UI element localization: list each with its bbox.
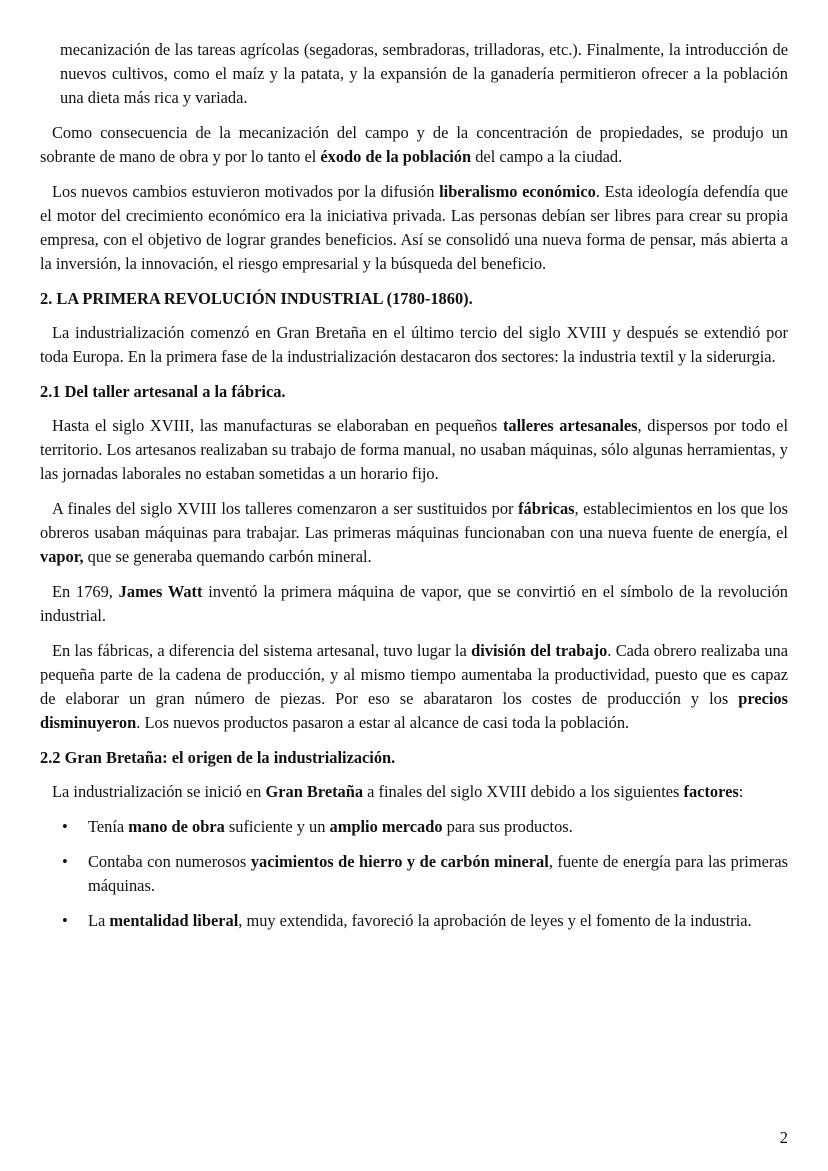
paragraph-liberalism bbox=[40, 180, 788, 276]
bullet-icon: • bbox=[62, 817, 68, 836]
bold-term: mano de obra bbox=[128, 817, 225, 836]
paragraph-text: inventó la primera máquina de vapor, que se convirtió en el símbolo de la revolución industrial. bbox=[40, 582, 788, 625]
list-item bbox=[62, 850, 788, 898]
paragraph-text: Los nuevos cambios estuvieron motivados por la difusión bbox=[52, 182, 440, 201]
list-item-text: Contaba con numerosos bbox=[88, 852, 251, 871]
bold-term: factores bbox=[683, 782, 739, 801]
paragraph-text: , establecimientos en los que los obreros usaban máquinas para trabajar. Las primeras máquinas funcionaban con una nueva fuente de energía, el bbox=[40, 499, 789, 542]
list-item-text: , muy extendida, favoreció la aprobación de leyes y el fomento de la industria. bbox=[238, 911, 752, 930]
paragraph-text: mecanización de las tareas agrícolas (segadoras, sembradoras, trilladoras, etc.). Finalmente, la introducción de nuevos cultivos, como el maíz y la patata, y la expansión de la ganadería permitieron ofrecer a la población una dieta más rica y variada. bbox=[60, 40, 788, 107]
paragraph-text: La industrialización comenzó en Gran Bretaña en el último tercio del siglo XVIII y después se extendió por toda Europa. En la primera fase de la industrialización destacaron dos sectores: la industria textil y la siderurgia. bbox=[40, 323, 788, 366]
subsection-heading-workshop-to-factory: 2.1 Del taller artesanal a la fábrica. bbox=[40, 382, 286, 401]
bullet-icon: • bbox=[62, 911, 68, 930]
subsection-heading-great-britain: 2.2 Gran Bretaña: el origen de la industrialización. bbox=[40, 748, 396, 767]
paragraph-text: Hasta el siglo XVIII, las manufacturas se elaboraban en pequeños bbox=[52, 416, 503, 435]
bold-term: mentalidad liberal bbox=[109, 911, 239, 930]
paragraph-text: La industrialización se inició en bbox=[52, 782, 266, 801]
list-item-text: Tenía bbox=[88, 817, 129, 836]
list-item-text: La bbox=[88, 911, 110, 930]
paragraph-text: del campo a la ciudad. bbox=[471, 147, 623, 166]
section-heading-first-industrial-revolution: 2. LA PRIMERA REVOLUCIÓN INDUSTRIAL (1780-1860). bbox=[40, 289, 473, 308]
paragraph-text: , dispersos por todo el territorio. Los artesanos realizaban su trabajo de forma manual, no usaban máquinas, sólo algunas herramientas, y las jornadas laborales no estaban sometidas a un horario fijo. bbox=[40, 416, 789, 483]
paragraph-division-of-labor bbox=[40, 639, 788, 735]
paragraph-artisan-workshops bbox=[40, 414, 788, 486]
paragraph-text: . Cada obrero realizaba una pequeña parte de la cadena de producción, y al mismo tiempo aumentaba la productividad, puesto que es capaz de elaborar un gran número de piezas. Por eso se abarataron los costes de producción y los bbox=[40, 641, 788, 708]
paragraph-industrialization-start bbox=[40, 321, 788, 369]
paragraph-text: En las fábricas, a diferencia del sistema artesanal, tuvo lugar la bbox=[52, 641, 472, 660]
bold-term: éxodo de la población bbox=[320, 147, 472, 166]
bold-term: liberalismo económico bbox=[439, 182, 596, 201]
bold-term: amplio mercado bbox=[329, 817, 443, 836]
list-item bbox=[62, 909, 788, 933]
paragraph-text: En 1769, bbox=[52, 582, 119, 601]
paragraph-great-britain-factors bbox=[40, 780, 788, 804]
list-item-text: para sus productos. bbox=[442, 817, 573, 836]
bold-term: talleres artesanales bbox=[502, 416, 638, 435]
bold-term: división del trabajo bbox=[471, 641, 608, 660]
bold-term: fábricas bbox=[518, 499, 575, 518]
document-page bbox=[40, 38, 788, 944]
paragraph-text: A finales del siglo XVIII los talleres comenzaron a ser sustituidos por bbox=[52, 499, 519, 518]
bold-term: precios disminuyeron bbox=[40, 689, 788, 732]
paragraph-text: Como consecuencia de la mecanización del campo y de la concentración de propiedades, se produjo un sobrante de mano de obra y por lo tanto el bbox=[40, 123, 788, 166]
paragraph-text: a finales del siglo XVIII debido a los siguientes bbox=[363, 782, 684, 801]
paragraph-text: : bbox=[738, 782, 744, 801]
list-item-text: suficiente y un bbox=[224, 817, 330, 836]
page-number: 2 bbox=[779, 1128, 788, 1147]
paragraph-intro-continuation bbox=[60, 38, 788, 110]
paragraph-exodus bbox=[40, 121, 788, 169]
paragraph-text: . Esta ideología defendía que el motor del crecimiento económico era la iniciativa privada. Las personas debían ser libres para crear su propia empresa, con el objetivo de lograr grandes beneficios. Así se consolidó una nueva forma de pensar, más abierta a la inversión, la innovación, el riesgo empresarial y la búsqueda del beneficio. bbox=[40, 182, 788, 273]
bold-term: yacimientos de hierro y de carbón mineral bbox=[250, 852, 549, 871]
paragraph-text: que se generaba quemando carbón mineral. bbox=[83, 547, 372, 566]
bullet-icon: • bbox=[62, 852, 68, 871]
paragraph-factories bbox=[40, 497, 788, 569]
bold-term: vapor, bbox=[40, 547, 84, 566]
list-item bbox=[62, 815, 788, 839]
list-item-text: , fuente de energía para las primeras máquinas. bbox=[88, 852, 788, 895]
bold-term: James Watt bbox=[118, 582, 203, 601]
factors-list bbox=[40, 815, 788, 933]
paragraph-james-watt bbox=[40, 580, 788, 628]
bold-term: Gran Bretaña bbox=[265, 782, 364, 801]
paragraph-text: . Los nuevos productos pasaron a estar al alcance de casi toda la población. bbox=[136, 713, 630, 732]
